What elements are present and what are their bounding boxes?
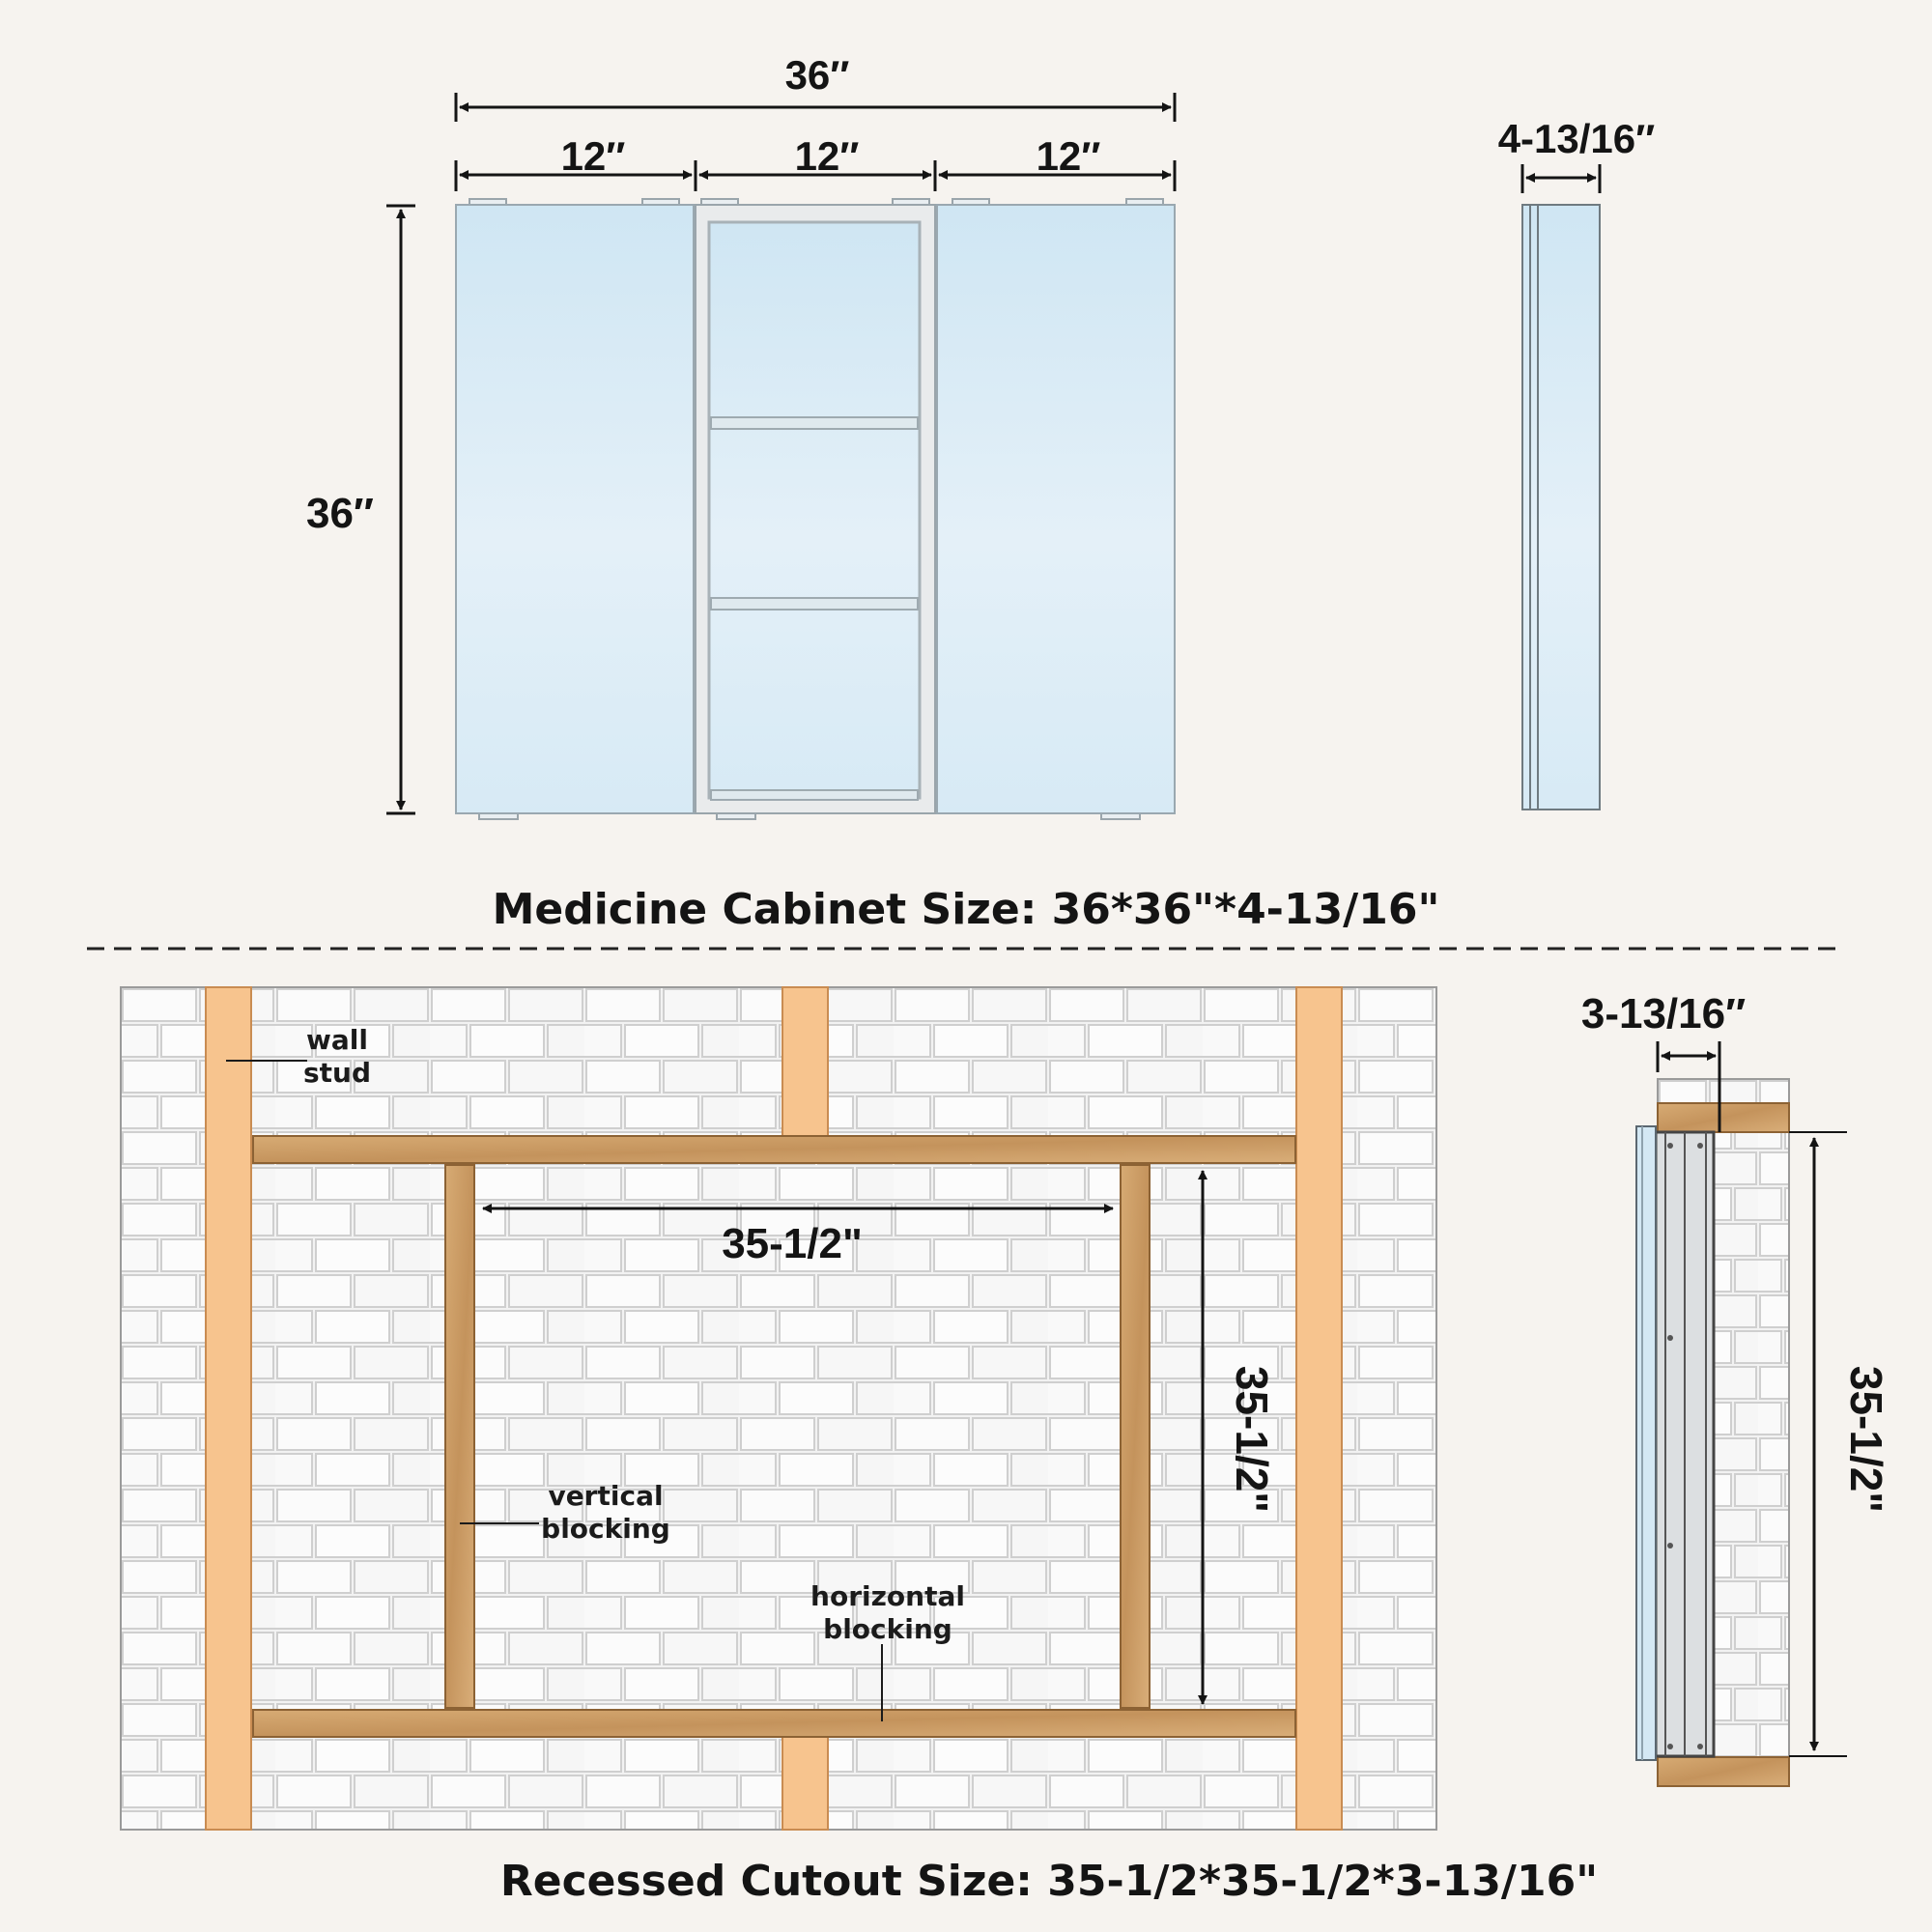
cutout-width-label: 35-1/2" (722, 1220, 863, 1267)
height-dimension (306, 206, 415, 813)
vertical-blocking-callout-line1: vertical (548, 1480, 664, 1512)
right-mirror-door (937, 205, 1175, 813)
glass-shelf (711, 790, 918, 800)
door-width-label-left: 12″ (560, 133, 626, 179)
vertical-blocking-callout-line2: blocking (541, 1513, 670, 1545)
total-width-label: 36″ (784, 52, 850, 98)
horizontal-blocking-top (253, 1136, 1295, 1163)
wall-stud-callout-line2: stud (302, 1057, 372, 1089)
glass-shelf (711, 598, 918, 610)
side-bottom-blocking (1658, 1757, 1789, 1786)
cabinet-size-caption: Medicine Cabinet Size: 36*36"*4-13/16" (492, 885, 1440, 934)
cabinet-front-view (456, 199, 1175, 819)
wall-framing-view (121, 987, 1436, 1830)
horizontal-blocking-bottom (253, 1710, 1295, 1737)
cabinet-side-view (1498, 116, 1656, 810)
total-width-dimension (456, 52, 1175, 122)
side-top-blocking (1658, 1103, 1789, 1132)
vertical-blocking-left (445, 1165, 474, 1708)
door-width-dimensions (456, 133, 1175, 191)
depth-label: 4-13/16″ (1497, 116, 1656, 161)
wall-stud (1296, 987, 1342, 1830)
glass-shelf (711, 417, 918, 429)
cutout-height-label: 35-1/2" (1227, 1365, 1277, 1514)
recessed-mirror-edge (1636, 1126, 1656, 1760)
left-mirror-door (456, 205, 694, 813)
wall-stud (782, 1737, 828, 1830)
wall-stud-callout-line1: wall (306, 1024, 368, 1056)
vertical-blocking-right (1121, 1165, 1150, 1708)
horizontal-blocking-callout-line2: blocking (823, 1613, 952, 1645)
wall-stud (782, 987, 828, 1136)
horizontal-blocking-callout-line1: horizontal (810, 1580, 965, 1612)
cutout-size-caption: Recessed Cutout Size: 35-1/2*35-1/2*3-13/16" (499, 1857, 1599, 1906)
side-depth-label: 3-13/16″ (1580, 990, 1747, 1037)
door-width-label-right: 12″ (1036, 133, 1101, 179)
wall-stud (206, 987, 251, 1830)
center-cabinet-interior (709, 222, 920, 798)
side-height-label: 35-1/2" (1841, 1365, 1891, 1514)
door-width-label-center: 12″ (794, 133, 860, 179)
height-label: 36″ (305, 490, 375, 537)
recessed-side-view (1581, 990, 1891, 1786)
